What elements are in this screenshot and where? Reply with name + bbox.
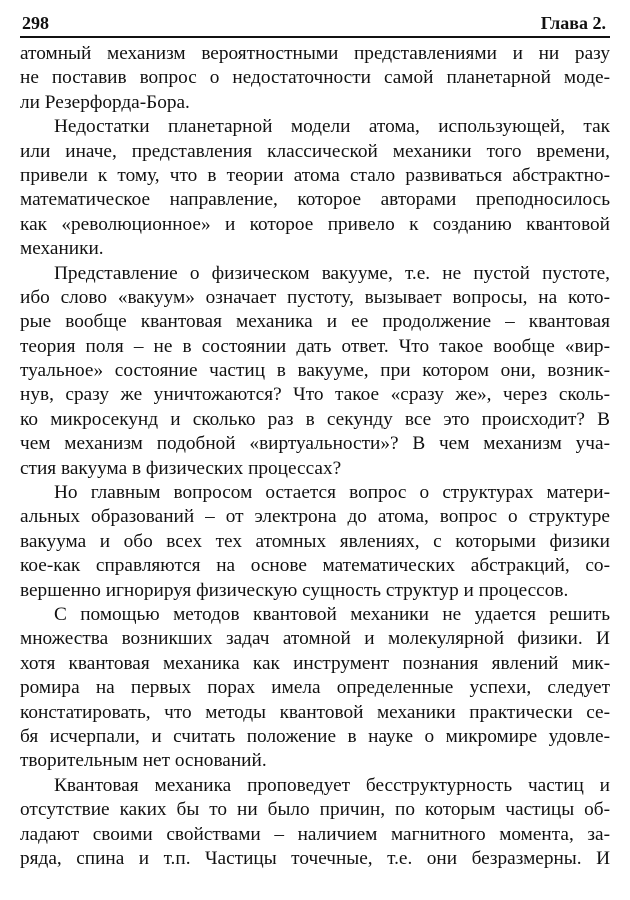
- text-line: атомный механизм вероятностными представлениями и ни разу: [20, 43, 610, 64]
- text-line: рые вообще квантовая механика и ее продолжение – квантовая: [20, 311, 610, 333]
- text-line: бя исчерпали, и считать положение в науке о микромире удовле-: [20, 725, 610, 747]
- text-line: чем механизм подобной «виртуальности»? В чем механизм уча-: [20, 433, 610, 455]
- text-line: стия вакуума в физических процессах?: [20, 457, 342, 479]
- page-number: 298: [22, 13, 49, 33]
- paragraph-first-line: Квантовая механика проповедует бесструктурность частиц и: [54, 774, 610, 796]
- running-header: [20, 12, 610, 38]
- text-line: нув, сразу же уничтожаются? Что такое «сразу же», через сколь-: [20, 384, 610, 406]
- text-line: отсутствие каких бы то ни было причин, по которым частицы об-: [20, 799, 610, 821]
- text-line: кое-как справляются на основе математических абстракций, со-: [20, 555, 610, 577]
- text-line: вакуума и обо всех тех атомных явлениях, с которыми физики: [20, 530, 610, 552]
- text-line: ко микросекунд и сколько раз в секунду все это происходит? В: [20, 408, 610, 430]
- text-line: констатировать, что методы квантовой механики практически се-: [20, 701, 610, 723]
- text-line: альных образований – от электрона до атома, вопрос о структуре: [20, 506, 610, 528]
- text-line: хотя квантовая механика как инструмент познания явлений мик-: [20, 652, 610, 674]
- paragraph-first-line: С помощью методов квантовой механики не удается решить: [54, 603, 610, 625]
- text-line: не поставив вопрос о недостаточности самой планетарной моде-: [20, 67, 610, 89]
- text-line: творительным нет оснований.: [20, 750, 267, 772]
- text-line: ряда, спина и т.п. Частицы точечные, т.е. они безразмерны. И: [20, 847, 610, 869]
- text-line: туальное» состояние частиц в вакууме, при котором они, возник-: [20, 360, 610, 382]
- text-line: теория поля – не в состоянии дать ответ. Что такое вообще «вир-: [20, 335, 610, 357]
- text-line: привели к тому, что в теории атома стало развиваться абстрактно-: [20, 164, 610, 186]
- text-line: механики.: [20, 238, 104, 260]
- text-line: ромира на первых порах имела определенные успехи, следует: [20, 677, 610, 699]
- text-line: математическое направление, которое авторами преподносилось: [20, 189, 610, 211]
- text-line: ладают своими свойствами – наличием магнитного момента, за-: [20, 823, 610, 845]
- text-line: ибо слово «вакуум» означает пустоту, вызывает вопросы, на кото-: [20, 286, 610, 308]
- paragraph-first-line: Представление о физическом вакууме, т.е. не пустой пустоте,: [54, 262, 610, 284]
- chapter-title: Глава 2.: [540, 13, 606, 33]
- text-line: или иначе, представления классической механики того времени,: [20, 140, 610, 162]
- text-line: вершенно игнорируя физическую сущность структур и процессов.: [20, 579, 569, 601]
- text-line: как «революционное» и которое привело к созданию квантовой: [20, 213, 610, 235]
- paragraph-first-line: Недостатки планетарной модели атома, использующей, так: [54, 116, 610, 138]
- body-text: [20, 42, 610, 871]
- text-line: ли Резерфорда-Бора.: [20, 91, 190, 113]
- text-line: множества возникших задач атомной и молекулярной физики. И: [20, 628, 610, 650]
- paragraph-first-line: Но главным вопросом остается вопрос о структурах матери-: [54, 482, 610, 504]
